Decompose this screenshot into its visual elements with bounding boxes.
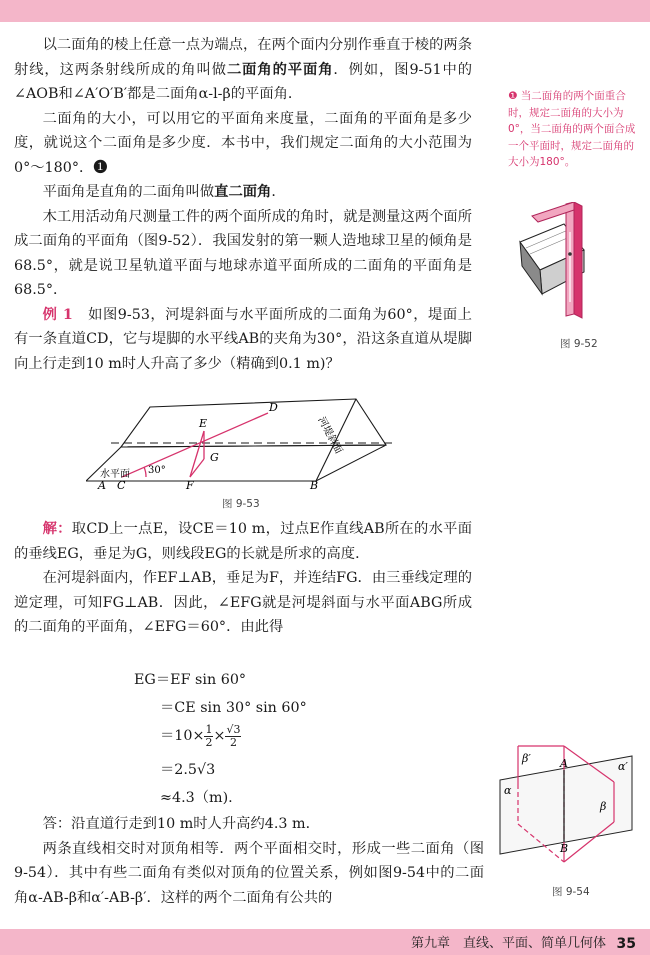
label-E: E xyxy=(199,417,208,430)
text-run: 以二面角的棱上任意一点为端点，在两个面内分别作垂直于棱的两条射线，这两条射线所成的角叫做 xyxy=(14,37,472,78)
label-B: B xyxy=(560,842,569,855)
term-plane-angle: 二面角的平面角 xyxy=(226,61,334,78)
caption-fig-9-53: 图 9-53 xyxy=(222,498,260,510)
closing-block xyxy=(14,812,484,910)
solution-block xyxy=(14,517,472,640)
eq-text: ＝10× xyxy=(160,728,205,744)
footnote-marker: ❶ xyxy=(93,159,108,176)
side-note: ❶ 当二面角的两个面重合时，规定二面角的大小为0°，当二面角的两个面合成一个平面时，规定二面角的大小为180°。 xyxy=(508,90,636,168)
label-F: F xyxy=(186,479,194,489)
label-water-plane: 水平面 xyxy=(100,469,130,480)
footer-chapter-title: 第九章 直线、平面、简单几何体 xyxy=(410,936,606,951)
main-text-column xyxy=(14,33,472,376)
example-1 xyxy=(14,303,472,377)
label-alpha: α xyxy=(504,784,512,797)
label-B: B xyxy=(310,479,319,489)
paragraph-plane-angle-definition xyxy=(14,33,472,107)
figure-9-52-carpenter-square xyxy=(512,202,624,322)
frac-num: 1 xyxy=(205,722,213,736)
page-number: 35 xyxy=(616,936,636,952)
paragraph-right-dihedral xyxy=(14,180,472,205)
term-right-dihedral: 直二面角 xyxy=(214,184,272,200)
label-C: C xyxy=(117,479,126,489)
equation-line-1: EG＝EF sin 60° xyxy=(134,672,247,688)
paragraph-vertical-dihedral: 两条直线相交时对顶角相等．两个平面相交时，形成一些二面角（图9-54）．其中有些二面角有类似对顶角的位置关系，例如图9-54中的二面角α-AB-β和α′-AB-β′．这样的两个二面角有公共的 xyxy=(14,840,484,906)
equation-line-5: ≈4.3（m). xyxy=(160,790,233,806)
equation-line-2: ＝CE sin 30° sin 60° xyxy=(160,700,307,716)
equation-line-4: ＝2.5√3 xyxy=(160,762,216,778)
figure-9-53 xyxy=(86,389,416,489)
solution-text: 取CD上一点E，设CE＝10 m，过点E作直线AB所在的水平面的垂线EG，垂足为G，则线段EG的长就是所求的高度． xyxy=(14,521,473,562)
label-angle-30: 30° xyxy=(148,465,166,476)
caption-fig-9-52: 图 9-52 xyxy=(560,338,598,350)
answer: 答：沿直道行走到10 m时人升高约4.3 m． xyxy=(42,816,320,832)
equation-line-3 xyxy=(134,722,334,756)
paragraph-dihedral-size xyxy=(14,107,472,181)
frac-den: 2 xyxy=(229,735,237,749)
text-run: ． xyxy=(271,184,286,200)
caption-fig-9-54: 图 9-54 xyxy=(552,886,590,898)
text-run: 二面角的大小，可以用它的平面角来度量，二面角的平面角是多少度，就说这个二面角是多少度．本书中，我们规定二面角的大小范围为0°～180°． xyxy=(14,110,472,176)
frac-num: √3 xyxy=(226,722,241,736)
text-run: ．例如，图9-51中的∠AOB和∠A′O′B′都是二面角α-l-β的平面角． xyxy=(14,61,472,102)
solution-intro xyxy=(14,517,472,566)
label-embankment: 河堤斜面 xyxy=(315,415,344,456)
eq-text: × xyxy=(213,728,226,744)
solution-label: 解： xyxy=(42,521,72,537)
paragraph-three-perpendiculars xyxy=(14,566,472,640)
text-run: 木工用活动角尺测量工件的两个面所成的角时，就是测量这两个面所成二面角的平面角（图9-52）．我国发射的第一颗人造地球卫星的倾角是68.5°，就是说卫星轨道平面与地球赤道平面所成的二面角的平面角是68.5°． xyxy=(14,208,472,298)
frac-den: 2 xyxy=(205,735,213,749)
paragraph-carpenter-satellite xyxy=(14,205,472,303)
top-color-band xyxy=(0,0,650,22)
label-A: A xyxy=(560,757,568,770)
equation-block xyxy=(134,666,334,812)
text-run: 平面角是直角的二面角叫做 xyxy=(42,184,215,200)
example-label: 例 1 xyxy=(42,306,73,323)
label-D: D xyxy=(269,401,278,414)
text-run: 在河堤斜面内，作EF⊥AB，垂足为F，并连结FG．由三垂线定理的逆定理，可知FG⊥AB．因此，∠EFG就是河堤斜面与水平面ABG所成的二面角的平面角，∠EFG＝60°．由此得 xyxy=(14,570,472,635)
label-alpha-prime: α′ xyxy=(618,760,628,773)
label-A: A xyxy=(98,479,106,489)
figure-9-54-intersecting-planes xyxy=(496,744,640,864)
example-text: 如图9-53，河堤斜面与水平面所成的二面角为60°，堤面上有一条直道CD，它与堤脚的水平线AB的夹角为30°，沿这条直道从堤脚向上行走到10 m时人升高了多少（精确到0.1 m)？ xyxy=(14,306,472,372)
label-G: G xyxy=(210,451,219,464)
label-beta-prime: β′ xyxy=(522,752,531,765)
fraction-root3-half xyxy=(225,724,241,749)
label-beta: β xyxy=(600,800,607,813)
